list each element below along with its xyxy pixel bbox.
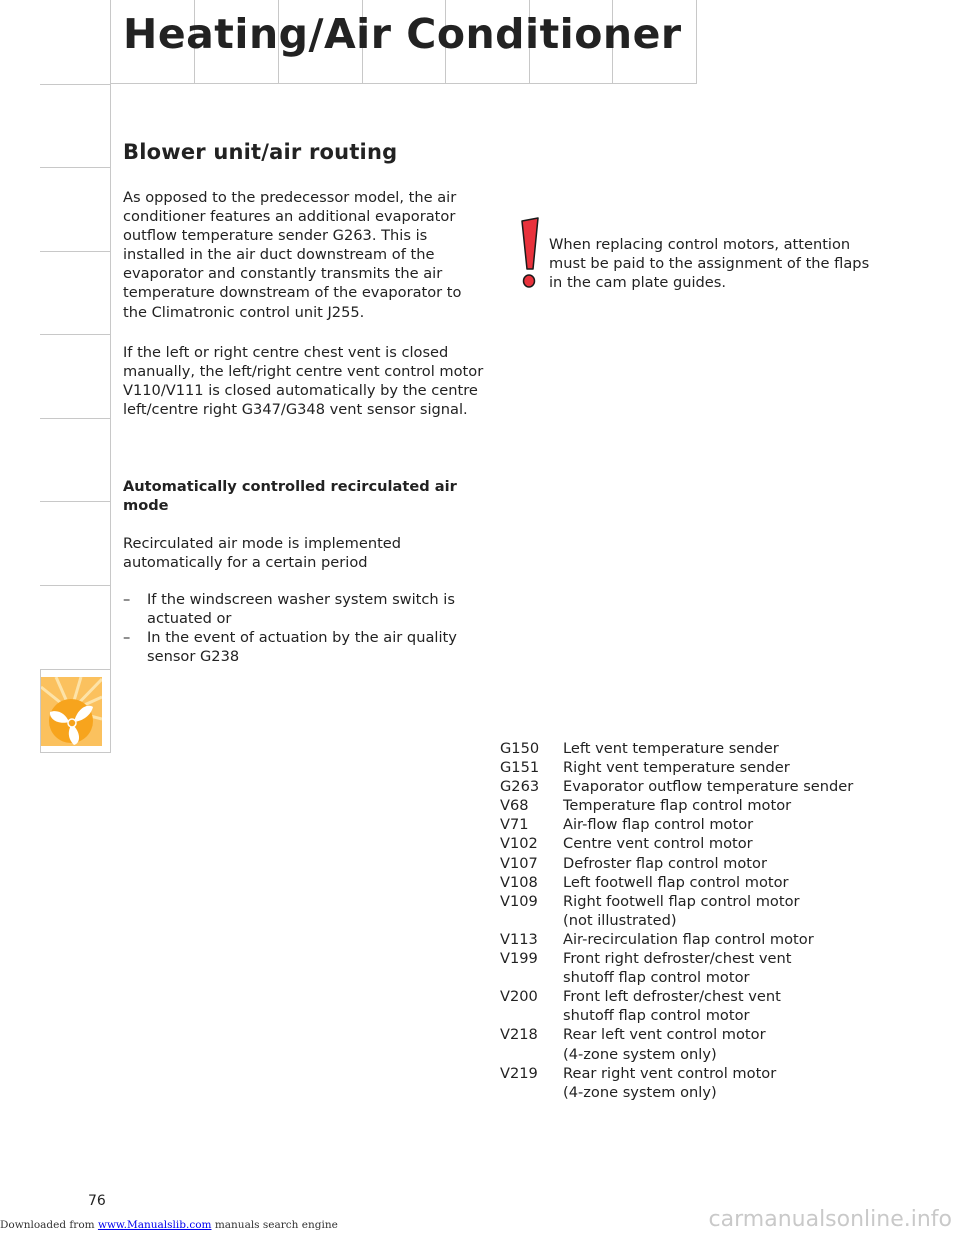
tab-divider (40, 251, 110, 252)
legend-code: V109 (500, 892, 538, 910)
legend-row (500, 796, 900, 815)
legend-desc (563, 1064, 900, 1102)
page-number: 76 (88, 1193, 106, 1209)
legend-desc: Air-flow flap control motor (563, 816, 754, 834)
legend-desc: Left footwell flap control motor (563, 873, 789, 891)
legend-desc-line: (4-zone system only) (563, 1083, 717, 1101)
tab-divider (40, 752, 110, 753)
legend-row (500, 1025, 900, 1063)
download-footer (0, 1219, 340, 1231)
legend-row (500, 777, 900, 796)
legend-desc-line: Right footwell flap control motor (563, 892, 800, 910)
legend-row (500, 739, 900, 758)
paragraph-recirculated-air: Recirculated air mode is implemented automatically for a certain period (123, 535, 402, 572)
footer-prefix: Downloaded from (0, 1219, 98, 1231)
bullet-dash: – (123, 629, 131, 647)
legend-desc-line: Front left defroster/chest vent (563, 988, 781, 1006)
legend-row (500, 1064, 900, 1102)
legend-row (500, 834, 900, 853)
legend-desc (563, 949, 900, 987)
legend-desc-line: shutoff flap control motor (563, 1007, 750, 1025)
page-title: Heating/Air Conditioner (123, 10, 682, 58)
legend-code: V71 (500, 816, 529, 834)
legend-code: V113 (500, 930, 538, 948)
tab-divider (40, 669, 110, 670)
footer-suffix: manuals search engine (211, 1219, 338, 1231)
exclamation-icon (516, 217, 542, 289)
legend-desc-line: Rear left vent control motor (563, 1026, 766, 1044)
legend-desc: Right vent temperature sender (563, 759, 790, 777)
bullet-text: If the windscreen washer system switch is actuated or (147, 591, 455, 628)
tab-divider (40, 84, 110, 85)
paragraph-centre-vent: If the left or right centre chest vent is closed manually, the left/right centre vent control motor V110/V111 is closed automatically by the centre left/centre right G347/G348 vent sensor signal. (123, 344, 484, 419)
grid-line (110, 0, 111, 84)
legend-desc: Defroster flap control motor (563, 854, 767, 872)
bullet-text: In the event of actuation by the air quality sensor G238 (147, 629, 457, 666)
subheading-recirculated-air: Automatically controlled recirculated air mode (123, 478, 457, 515)
sun-fan-icon[interactable] (41, 677, 102, 746)
legend-desc: Left vent temperature sender (563, 740, 779, 757)
component-legend (500, 739, 900, 1102)
tab-divider (40, 167, 110, 168)
legend-row (500, 854, 900, 873)
legend-desc-line: Rear right vent control motor (563, 1064, 777, 1082)
legend-desc (563, 987, 900, 1025)
section-title: Blower unit/air routing (123, 140, 398, 164)
warning-text: When replacing control motors, attention must be paid to the assignment of the flaps in the cam plate guides. (549, 236, 870, 292)
legend-row (500, 987, 900, 1025)
legend-code: V68 (500, 797, 529, 815)
legend-code: V199 (500, 950, 538, 968)
legend-row (500, 758, 900, 777)
legend-code: V218 (500, 1026, 538, 1044)
paragraph-evaporator-sender: As opposed to the predecessor model, the air conditioner features an additional evaporator outflow temperature sender G263. This is installed in the air duct downstream of the evaporator and constantly transmits the air temperature downstream of the evaporator to the Climatronic control unit J255. (123, 189, 462, 321)
legend-desc: Air-recirculation flap control motor (563, 930, 814, 948)
legend-row (500, 873, 900, 892)
legend-code: V102 (500, 835, 538, 853)
sidebar-divider (110, 84, 111, 753)
legend-code: G150 (500, 740, 540, 757)
legend-row (500, 930, 900, 949)
legend-desc-line: (4-zone system only) (563, 1045, 717, 1063)
legend-code: G263 (500, 778, 540, 796)
legend-code: V108 (500, 873, 538, 891)
legend-desc-line: Front right defroster/chest vent (563, 950, 792, 968)
bullet-list (123, 590, 493, 666)
legend-row (500, 892, 900, 930)
legend-row (500, 815, 900, 834)
grid-line (110, 83, 696, 84)
legend-code: V200 (500, 988, 538, 1006)
tab-divider (40, 501, 110, 502)
legend-desc: Temperature flap control motor (563, 797, 792, 815)
tab-divider (40, 334, 110, 335)
legend-code: G151 (500, 759, 540, 777)
bullet-dash: – (123, 591, 131, 608)
legend-row (500, 949, 900, 987)
list-item (123, 590, 493, 628)
grid-line (696, 0, 697, 84)
legend-desc (563, 1025, 900, 1063)
watermark: carmanualsonline.info (708, 1207, 952, 1232)
legend-desc: Centre vent control motor (563, 835, 753, 853)
legend-desc-line: (not illustrated) (563, 911, 677, 929)
legend-desc (563, 892, 900, 930)
legend-code: V107 (500, 854, 538, 872)
manualslib-link[interactable]: www.Manualslib.com (97, 1219, 212, 1231)
legend-desc: Evaporator outflow temperature sender (563, 778, 854, 796)
legend-desc-line: shutoff flap control motor (563, 969, 750, 987)
tab-divider (40, 585, 110, 586)
list-item (123, 628, 493, 666)
legend-code: V219 (500, 1064, 538, 1082)
tab-divider (40, 418, 110, 419)
